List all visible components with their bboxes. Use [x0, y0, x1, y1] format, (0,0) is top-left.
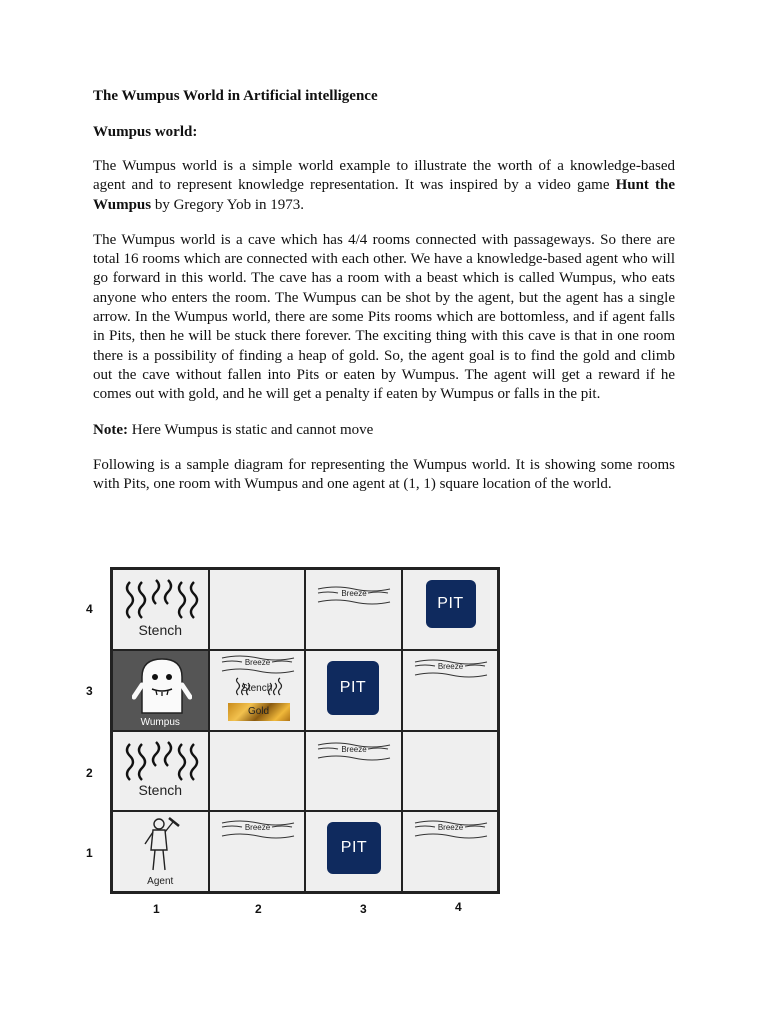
- pit-marker: PIT: [327, 822, 381, 874]
- cell-3-3: [305, 650, 402, 731]
- breeze-label: Breeze: [437, 661, 464, 671]
- cell-2-2: [209, 731, 306, 812]
- breeze-label: Breeze: [341, 744, 367, 754]
- pit-marker: PIT: [426, 580, 476, 628]
- col-label-4: 4: [455, 900, 462, 914]
- breeze-marker: [316, 740, 392, 764]
- breeze-marker: [316, 584, 392, 608]
- cell-3-1: [305, 811, 402, 892]
- breeze-marker: [413, 657, 489, 681]
- intro-text-b: by Gregory Yob in 1973.: [151, 196, 305, 213]
- cell-1-4: [112, 569, 209, 650]
- cell-3-4: [305, 569, 402, 650]
- row-label-4: 4: [86, 602, 93, 616]
- stench-icon: [122, 736, 202, 782]
- col-label-2: 2: [255, 902, 262, 916]
- intro-text-a: The Wumpus world is a simple world example to illustrate the worth of a knowledge-based agent and to represent knowledge representation. It was inspired by a video game: [93, 158, 675, 194]
- intro-paragraph: [93, 157, 675, 215]
- breeze-marker: [220, 818, 296, 842]
- cell-1-2: [112, 731, 209, 812]
- stench-icon: [122, 574, 202, 620]
- cell-2-3: [209, 650, 306, 731]
- stench-label: Stench: [138, 781, 183, 798]
- cell-3-2: [305, 731, 402, 812]
- section-heading: Wumpus world:: [93, 124, 198, 140]
- stench-label: Stench: [241, 682, 273, 694]
- cell-4-3: [402, 650, 499, 731]
- cell-4-4: [402, 569, 499, 650]
- note-label: Note:: [93, 421, 128, 438]
- breeze-label: Breeze: [437, 823, 464, 833]
- wumpus-label: Wumpus: [140, 716, 180, 728]
- col-label-3: 3: [360, 902, 367, 916]
- diagram-intro-paragraph: Following is a sample diagram for representing the Wumpus world. It is showing some rooms with Pits, one room with Wumpus and one agent at (1, 1) square location of the world.: [93, 456, 675, 493]
- wumpus-icon: [132, 655, 192, 715]
- stench-label: Stench: [138, 622, 183, 638]
- cave-grid: [110, 567, 500, 894]
- agent-label: Agent: [147, 876, 174, 888]
- breeze-label: Breeze: [244, 657, 271, 667]
- row-label-2: 2: [86, 766, 93, 780]
- intro-bold-text: Hunt the Wumpus: [93, 177, 675, 213]
- pit-marker: PIT: [327, 661, 379, 715]
- breeze-marker: [220, 653, 296, 677]
- gold-marker: Gold: [228, 703, 290, 721]
- page-title: The Wumpus World in Artificial intelligence: [93, 88, 378, 104]
- cell-2-4: [209, 569, 306, 650]
- row-label-3: 3: [86, 684, 93, 698]
- note-paragraph: [93, 421, 675, 440]
- col-label-1: 1: [153, 902, 160, 916]
- document-body: [93, 86, 675, 510]
- breeze-label: Breeze: [244, 823, 271, 833]
- cell-4-1: [402, 811, 499, 892]
- row-label-1: 1: [86, 846, 93, 860]
- note-text: Here Wumpus is static and cannot move: [127, 421, 374, 438]
- cell-2-1: [209, 811, 306, 892]
- description-paragraph: The Wumpus world is a cave which has 4/4 rooms connected with passageways. So there are total 16 rooms which are connected with each other. We have a knowledge-based agent who will go forward in this world. The cave has a room with a beast which is called Wumpus, who eats anyone who enters the room. The Wumpus can be shot by the agent, but the agent has a single arrow. In the Wumpus world, there are some Pits rooms which are bottomless, and if agent falls in Pits, then he will be stuck there forever. The exciting thing with this cave is that in one room there is a possibility of finding a heap of gold. So, the agent goal is to find the gold and climb out the cave without fallen into Pits or eaten by Wumpus. The agent will get a reward if he comes out with gold, and he will get a penalty if eaten by Wumpus or falls in the pit.: [93, 231, 675, 403]
- wumpus-world-diagram: [70, 562, 530, 922]
- cell-1-1: [112, 811, 209, 892]
- cell-4-2: [402, 731, 499, 812]
- breeze-label: Breeze: [341, 589, 367, 598]
- cell-1-3: [112, 650, 209, 731]
- agent-icon: [139, 816, 183, 876]
- breeze-marker: [413, 818, 489, 842]
